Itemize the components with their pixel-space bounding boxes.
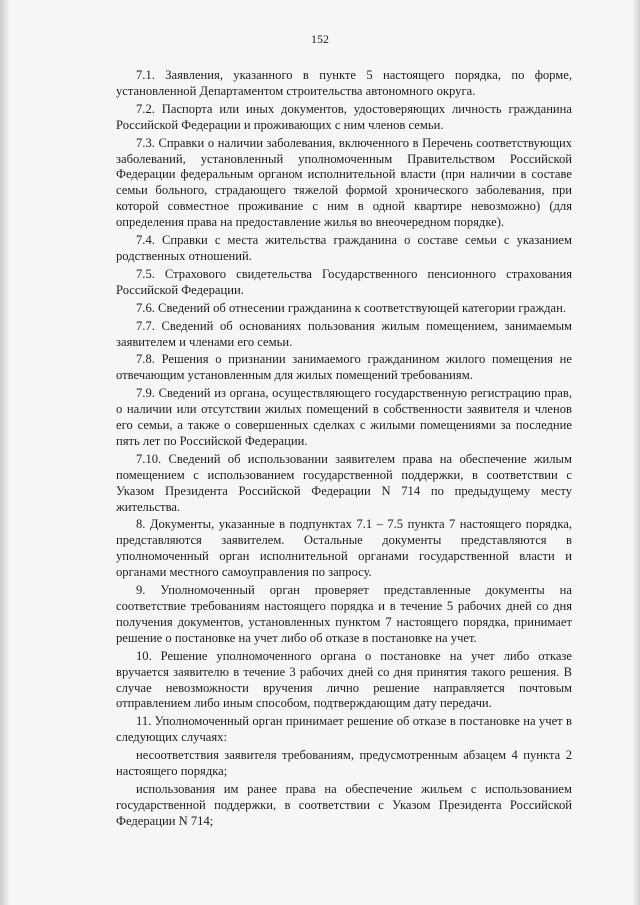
paragraph-7-6: 7.6. Сведений об отнесении гражданина к соответствующей категории граждан. <box>136 300 567 315</box>
paragraph-7-5: 7.5. Страхового свидетельства Государственного пенсионного страхования Российской Федерации. <box>116 266 572 297</box>
paragraph-7-2: 7.2. Паспорта или иных документов, удостоверяющих личность гражданина Российской Федерации и проживающих с ним членов семьи. <box>116 101 572 132</box>
page-number: 152 <box>311 32 329 46</box>
paragraph-7-3: 7.3. Справки о наличии заболевания, включенного в Перечень соответствующих заболеваний, установленный уполномоченным Правительством Российской Федерации федеральным органом исполнительной власти (при наличии в составе семьи больного, страдающего тяжелой формой хронического заболевания, при которой совместное проживание с ним в одной квартире невозможно) (для определения права на предоставление жилья во внеочередном порядке). <box>116 135 572 230</box>
paragraph-7-8: 7.8. Решения о признании занимаемого гражданином жилого помещения не отвечающим установленным для жилых помещений требованиям. <box>116 352 572 383</box>
paragraph-9: 9. Уполномоченный орган проверяет представленные документы на соответствие требованиям настоящего порядка и в течение 5 рабочих дней со дня получения документов, установленных пунктом 7 настоящего порядка, принимает решение о постановке на учет либо об отказе в постановке на учет. <box>116 583 572 645</box>
paragraph-7-10: 7.10. Сведений об использовании заявителем права на обеспечение жилым помещением с использованием государственной поддержки, в соответствии с Указом Президента Российской Федерации N 714 по предыдущему месту жительства. <box>116 451 572 514</box>
document-body <box>116 68 572 832</box>
paragraph-8: 8. Документы, указанные в подпунктах 7.1 – 7.5 пункта 7 настоящего порядка, представляются заявителем. Остальные документы представляются в уполномоченный орган исполнительной органами государственной власти и органами местного самоуправления по запросу. <box>116 517 572 580</box>
paragraph-11-case-2: использования им ранее права на обеспечение жильем с использованием государственной поддержки, в соответствии с Указом Президента Российской Федерации N 714; <box>116 781 572 828</box>
scan-edge-left <box>0 0 10 905</box>
paragraph-7-7: 7.7. Сведений об основаниях пользования жилым помещением, занимаемым заявителем и членами его семьи. <box>116 318 572 349</box>
paragraph-7-1: 7.1. Заявления, указанного в пункте 5 настоящего порядка, по форме, установленной Департаментом строительства автономного округа. <box>116 68 572 98</box>
paragraph-11-case-1: несоответствия заявителя требованиям, предусмотренным абзацем 4 пункта 2 настоящего порядка; <box>116 748 572 779</box>
paragraph-11: 11. Уполномоченный орган принимает решение об отказе в постановке на учет в следующих случаях: <box>116 714 572 745</box>
scan-edge-right <box>632 0 640 905</box>
paragraph-7-4: 7.4. Справки с места жительства гражданина о составе семьи с указанием родственных отношений. <box>116 233 572 263</box>
paragraph-7-9: 7.9. Сведений из органа, осуществляющего государственную регистрацию прав, о наличии или отсутствии жилых помещений в собственности заявителя и членов его семьи, а также о совершенных сделках с жилыми помещениями за последние пять лет по Российской Федерации. <box>116 386 572 448</box>
paragraph-10: 10. Решение уполномоченного органа о постановке на учет либо отказе вручается заявителю в течение 3 рабочих дней со дня принятия такого решения. В случае невозможности вручения лично решение направляется почтовым отправлением либо иным способом, подтверждающим дату передачи. <box>116 648 572 711</box>
